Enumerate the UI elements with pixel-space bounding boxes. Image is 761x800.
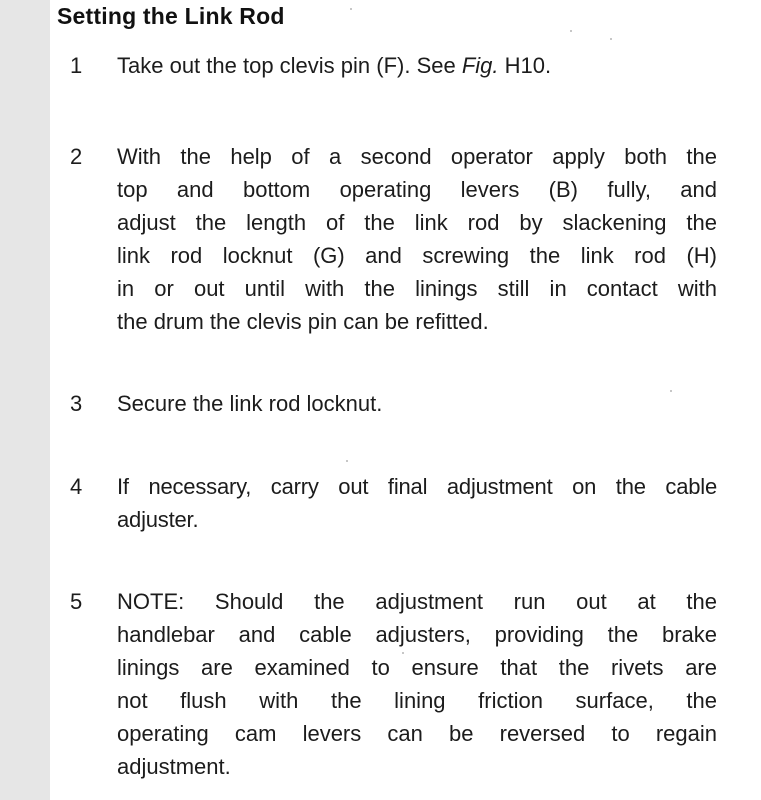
scan-speck	[350, 8, 352, 10]
text-line: adjuster.	[117, 507, 199, 532]
step-1	[70, 49, 720, 85]
text-line: top and bottom operating levers (B) fully, and	[117, 177, 717, 202]
section-heading: Setting the Link Rod	[57, 3, 285, 29]
step-2	[70, 140, 720, 340]
text-line: Secure the link rod locknut.	[117, 391, 383, 416]
step-text	[117, 585, 717, 783]
step-text: Take out the top clevis pin (F). See Fig. H10.	[117, 53, 552, 78]
text-line: the drum the clevis pin can be refitted.	[117, 309, 489, 334]
step-number: 2	[70, 144, 83, 169]
step-3	[70, 387, 720, 423]
text-line: With the help of a second operator apply both the	[117, 144, 717, 169]
step-text	[117, 387, 717, 420]
scan-speck	[402, 652, 404, 654]
scan-speck	[610, 38, 612, 40]
step-5	[70, 585, 720, 785]
step-text	[117, 470, 717, 536]
step-number: 1	[70, 53, 83, 78]
figure-reference: Fig.	[461, 53, 499, 78]
scan-speck	[570, 30, 572, 32]
document-page	[50, 0, 761, 800]
step-number: 3	[70, 391, 83, 416]
text-line: NOTE: Should the adjustment run out at the	[117, 589, 717, 614]
step-number: 4	[70, 474, 83, 499]
text-line: link rod locknut (G) and screwing the link rod (H)	[117, 243, 717, 268]
text-line: If necessary, carry out final adjustment on the cable	[117, 474, 717, 499]
step-text	[117, 140, 717, 338]
page-margin	[0, 0, 50, 800]
text-line: in or out until with the linings still in contact with	[117, 276, 717, 301]
text-line: operating cam levers can be reversed to regain	[117, 721, 717, 746]
text-line: adjustment.	[117, 754, 231, 779]
text-line: linings are examined to ensure that the rivets are	[117, 655, 717, 680]
text-line: adjust the length of the link rod by slackening the	[117, 210, 717, 235]
text-line: handlebar and cable adjusters, providing the brake	[117, 622, 717, 647]
step-number: 5	[70, 589, 83, 614]
step-4	[70, 470, 720, 540]
text-line: not flush with the lining friction surface, the	[117, 688, 717, 713]
scan-speck	[346, 460, 348, 462]
scan-speck	[670, 390, 672, 392]
